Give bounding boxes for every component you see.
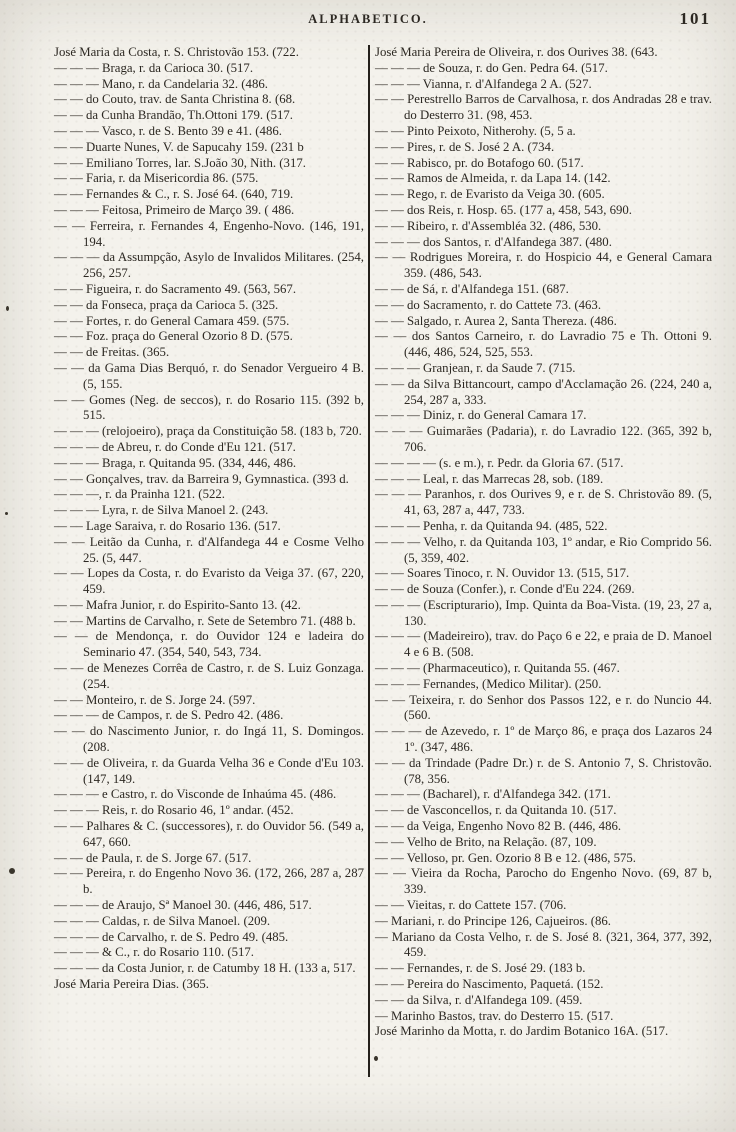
directory-entry: — — Ramos de Almeida, r. da Lapa 14. (142. <box>375 171 611 186</box>
directory-entry: — — Figueira, r. do Sacramento 49. (563, 567. <box>54 281 297 296</box>
directory-entry: — — Ribeiro, r. d'Assembléa 32. (486, 530. <box>375 218 602 233</box>
directory-entry: — — do Nascimento Junior, r. do Ingá 11, S. Domingos. (208. <box>54 724 364 755</box>
directory-entry: — — — de Souza, r. do Gen. Pedra 64. (517. <box>375 60 608 75</box>
directory-entry: — — Palhares & C. (successores), r. do Ouvidor 56. (549 a, 647, 660. <box>54 819 364 849</box>
directory-entry: — — Ferreira, r. Fernandes 4, Engenho-Novo. (146, 191, 194. <box>54 218 364 249</box>
directory-entry: — — Faria, r. da Misericordia 86. (575. <box>54 171 259 186</box>
scan-speck <box>6 306 9 311</box>
directory-entry: — — Emiliano Torres, lar. S.João 30, Nith. (317. <box>54 155 306 170</box>
scan-speck <box>5 512 8 515</box>
directory-entry: — — de Menezes Corrêa de Castro, r. de S. Luiz Gonzaga. (254. <box>54 661 364 691</box>
directory-entry: — — de Mendonça, r. do Ouvidor 124 e ladeira do Seminario 47. (354, 540, 543, 734. <box>54 629 364 660</box>
directory-entry: — — da Cunha Brandão, Th.Ottoni 179. (517. <box>54 108 293 123</box>
directory-entry: — — dos Santos Carneiro, r. do Lavradio 75 e Th. Ottoni 9. (446, 486, 524, 525, 553. <box>375 329 712 360</box>
directory-entry: — — Fernandes, r. de S. José 29. (183 b. <box>375 961 586 976</box>
directory-columns <box>0 45 736 1077</box>
directory-entry: — — Lopes da Costa, r. do Evaristo da Veiga 37. (67, 220, 459. <box>54 566 364 597</box>
directory-entry: — — — (Pharmaceutico), r. Quitanda 55. (467. <box>375 661 620 676</box>
directory-entry: José Maria Pereira Dias. (365. <box>54 977 209 992</box>
directory-entry: — — Pinto Peixoto, Nitherohy. (5, 5 a. <box>375 123 576 138</box>
scan-speck <box>9 868 15 874</box>
directory-entry: — — Rodrigues Moreira, r. do Hospicio 44, e General Camara 359. (486, 543. <box>375 250 712 281</box>
directory-entry: — — Gomes (Neg. de seccos), r. do Rosario 115. (392 b, 515. <box>54 392 364 423</box>
directory-entry: — — Duarte Nunes, V. de Sapucahy 159. (231 b <box>54 139 304 154</box>
directory-entry: — — da Silva Bittancourt, campo d'Acclamação 26. (224, 240 a, 254, 287 a, 333. <box>375 376 712 407</box>
directory-entry: — — de Vasconcellos, r. da Quitanda 10. (517. <box>375 803 617 818</box>
directory-entry: — — de Oliveira, r. da Guarda Velha 36 e Conde d'Eu 103. (147, 149. <box>54 755 364 786</box>
directory-entry: — — — (Escripturario), Imp. Quinta da Boa-Vista. (19, 23, 27 a, 130. <box>375 597 712 628</box>
directory-entry: — — — da Costa Junior, r. de Catumby 18 H. (133 a, 517. <box>54 961 356 976</box>
directory-entry: José Marinho da Motta, r. do Jardim Botanico 16A. (517. <box>375 1024 669 1039</box>
directory-entry: — — Velho de Brito, na Relação. (87, 109. <box>375 834 597 849</box>
left-column <box>0 45 368 1077</box>
directory-entry: — — — Braga, r. Quitanda 95. (334, 446, 486. <box>54 455 297 470</box>
directory-entry: — — Monteiro, r. de S. Jorge 24. (597. <box>54 692 256 707</box>
directory-entry: — — da Veiga, Engenho Novo 82 B. (446, 486. <box>375 819 622 834</box>
directory-entry: — — Fernandes & C., r. S. José 64. (640, 719. <box>54 187 294 202</box>
directory-entry: — — — Fernandes, (Medico Militar). (250. <box>375 676 602 691</box>
directory-entry: — — — Granjean, r. da Saude 7. (715. <box>375 360 576 375</box>
directory-entry: — — do Sacramento, r. do Cattete 73. (463. <box>375 297 602 312</box>
directory-entry: — — de Paula, r. de S. Jorge 67. (517. <box>54 850 252 865</box>
directory-entry: — — — Mano, r. da Candelaria 32. (486. <box>54 76 268 91</box>
right-column <box>368 45 736 1077</box>
directory-entry: — — da Gama Dias Berquó, r. do Senador Vergueiro 4 B. (5, 155. <box>54 360 364 391</box>
directory-entry: — — Gonçalves, trav. da Barreira 9, Gymnastica. (393 d. <box>54 471 349 486</box>
directory-entry: — — de Freitas. (365. <box>54 345 170 360</box>
directory-entry: — — — Feitosa, Primeiro de Março 39. ( 486. <box>54 202 295 217</box>
directory-entry: — — Rabisco, pr. do Botafogo 60. (517. <box>375 155 584 170</box>
directory-entry: — — — Paranhos, r. dos Ourives 9, e r. de S. Christovão 89. (5, 41, 63, 287 a, 447, 733. <box>375 487 712 518</box>
page-header <box>0 0 736 42</box>
directory-entry: — — Foz. praça do General Ozorio 8 D. (575. <box>54 329 293 344</box>
directory-entry: — — — e Castro, r. do Visconde de Inhaúma 45. (486. <box>54 787 337 802</box>
directory-entry: — — — Leal, r. das Marrecas 28, sob. (189. <box>375 471 604 486</box>
page-number: 101 <box>679 9 711 28</box>
directory-entry: — — de Sá, r. d'Alfandega 151. (687. <box>375 281 569 296</box>
directory-entry: — — —, r. da Prainha 121. (522. <box>54 487 225 502</box>
directory-entry: — — — de Abreu, r. do Conde d'Eu 121. (517. <box>54 439 296 454</box>
directory-entry: — — — dos Santos, r. d'Alfandega 387. (480. <box>375 234 612 249</box>
directory-entry: — — — de Carvalho, r. de S. Pedro 49. (485. <box>54 929 289 944</box>
directory-entry: — Marinho Bastos, trav. do Desterro 15. (517. <box>375 1008 614 1023</box>
directory-entry: — — Salgado, r. Aurea 2, Santa Thereza. (486. <box>375 313 617 328</box>
directory-entry: — — — & C., r. do Rosario 110. (517. <box>54 945 255 960</box>
directory-entry: — — Soares Tinoco, r. N. Ouvidor 13. (515, 517. <box>375 566 630 581</box>
directory-entry: — — dos Reis, r. Hosp. 65. (177 a, 458, 543, 690. <box>375 202 632 217</box>
directory-entry: — — — de Azevedo, r. 1º de Março 86, e praça dos Lazaros 24 1º. (347, 486. <box>375 724 712 755</box>
directory-entry: — — — de Araujo, Sª Manoel 30. (446, 486, 517. <box>54 898 312 913</box>
directory-entry: — — — Penha, r. da Quitanda 94. (485, 522. <box>375 518 608 533</box>
directory-entry: — — Fortes, r. do General Camara 459. (575. <box>54 313 290 328</box>
directory-entry: — — de Souza (Confer.), r. Conde d'Eu 224. (269. <box>375 582 635 597</box>
directory-entry: — — Teixeira, r. do Senhor dos Passos 122, e r. do Nuncio 44. (560. <box>375 692 712 723</box>
directory-entry: — — da Trindade (Padre Dr.) r. de S. Antonio 7, S. Christovão. (78, 356. <box>375 755 712 786</box>
directory-entry: — — Pereira, r. do Engenho Novo 36. (172, 266, 287 a, 287 b. <box>54 866 364 897</box>
directory-entry: — Mariano da Costa Velho, r. de S. José 8. (321, 364, 377, 392, 459. <box>375 929 712 960</box>
directory-entry: — — — Diniz, r. do General Camara 17. <box>375 408 587 423</box>
section-header-title: ALPHABETICO. <box>308 12 428 26</box>
directory-entry: — — Perestrello Barros de Carvalhosa, r. dos Andradas 28 e trav. do Desterro 31. (98, 453. <box>375 92 712 123</box>
directory-entry: — — do Couto, trav. de Santa Christina 8. (68. <box>54 92 296 107</box>
directory-entry: — — — (Madeireiro), trav. do Paço 6 e 22, e praia de D. Manoel 4 e 6 B. (508. <box>375 629 712 660</box>
directory-entry: — — Rego, r. de Evaristo da Veiga 30. (605. <box>375 187 605 202</box>
directory-entry: — — — Velho, r. da Quitanda 103, 1º andar, e Rio Comprido 56. (5, 359, 402. <box>375 534 712 565</box>
directory-entry: — — — Caldas, r. de Silva Manoel. (209. <box>54 913 271 928</box>
scan-speck <box>374 1056 378 1061</box>
directory-entry: — — — (relojoeiro), praça da Constituição 58. (183 b, 720. <box>54 424 362 439</box>
directory-entry: — — Vieitas, r. do Cattete 157. (706. <box>375 898 567 913</box>
directory-entry: — — — da Assumpção, Asylo de Invalidos Militares. (254, 256, 257. <box>54 250 364 281</box>
directory-entry: — — Pereira do Nascimento, Paquetá. (152. <box>375 977 604 992</box>
directory-entry: — — Vieira da Rocha, Parocho do Engenho Novo. (69, 87 b, 339. <box>375 866 712 897</box>
directory-entry: — — — — (s. e m.), r. Pedr. da Gloria 67. (517. <box>375 455 624 470</box>
directory-entry: — Mariani, r. do Principe 126, Cajueiros. (86. <box>375 913 611 928</box>
directory-entry: — — — de Campos, r. de S. Pedro 42. (486. <box>54 708 284 723</box>
directory-entry: — — — Vasco, r. de S. Bento 39 e 41. (486. <box>54 123 282 138</box>
directory-entry: — — Martins de Carvalho, r. Sete de Setembro 71. (488 b. <box>54 613 356 628</box>
directory-entry: — — da Silva, r. d'Alfandega 109. (459. <box>375 992 583 1007</box>
directory-entry: — — da Fonseca, praça da Carioca 5. (325. <box>54 297 279 312</box>
directory-entry: — — Lage Saraiva, r. do Rosario 136. (517. <box>54 518 281 533</box>
directory-entry: José Maria da Costa, r. S. Christovão 153. (722. <box>54 45 299 59</box>
directory-entry: — — — Lyra, r. de Silva Manoel 2. (243. <box>54 503 269 518</box>
directory-entry: — — — Guimarães (Padaria), r. do Lavradio 122. (365, 392 b, 706. <box>375 424 712 454</box>
directory-entry: José Maria Pereira de Oliveira, r. dos Ourives 38. (643. <box>375 45 658 59</box>
directory-entry: — — — Reis, r. do Rosario 46, 1º andar. (452. <box>54 803 294 818</box>
directory-entry: — — Velloso, pr. Gen. Ozorio 8 B e 12. (486, 575. <box>375 850 637 865</box>
directory-entry: — — — Braga, r. da Carioca 30. (517. <box>54 60 254 75</box>
directory-entry: — — — Vianna, r. d'Alfandega 2 A. (527. <box>375 76 592 91</box>
directory-entry: — — Pires, r. de S. José 2 A. (734. <box>375 139 555 154</box>
directory-entry: — — Leitão da Cunha, r. d'Alfandega 44 e Cosme Velho 25. (5, 447. <box>54 534 364 565</box>
directory-entry: — — Mafra Junior, r. do Espirito-Santo 13. (42. <box>54 597 301 612</box>
directory-entry: — — — (Bacharel), r. d'Alfandega 342. (171. <box>375 787 611 802</box>
